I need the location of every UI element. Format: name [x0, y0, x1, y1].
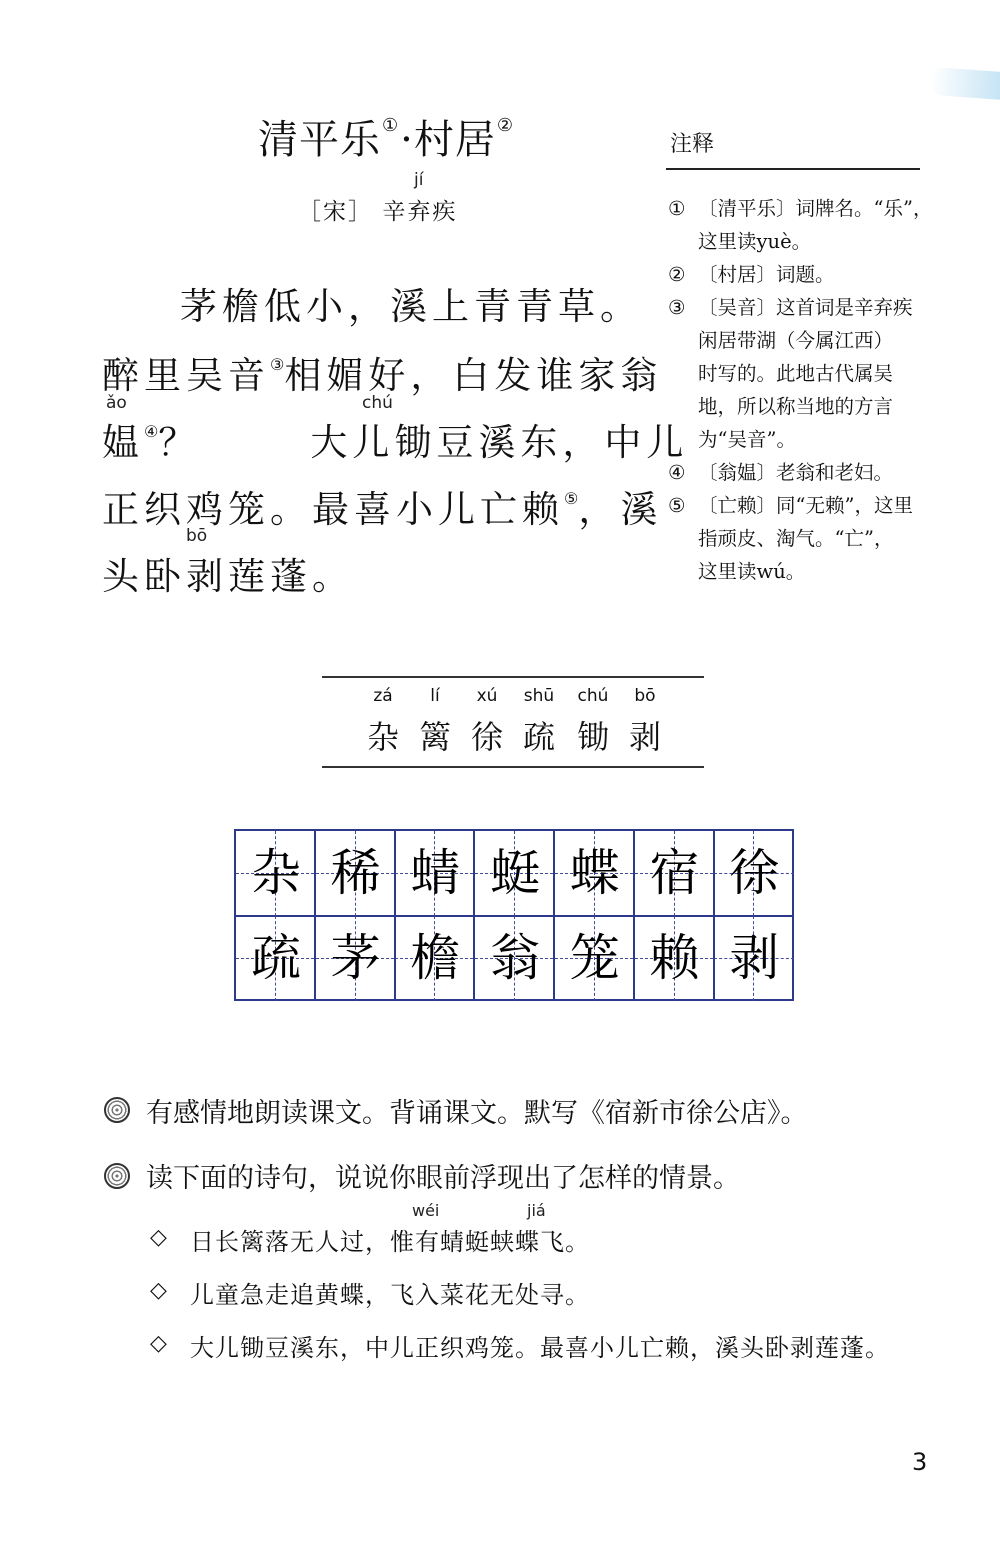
- grid-cell: [714, 831, 794, 916]
- grid-character: 杂: [251, 844, 301, 902]
- pinyin-ao: ǎo: [106, 393, 127, 413]
- grid-character: 疏: [251, 929, 301, 987]
- poem-line-3: 媪④？ 大儿锄豆溪东，中儿: [102, 421, 689, 464]
- exercise-2: 读下面的诗句，说说你眼前浮现出了怎样的情景。: [146, 1163, 740, 1194]
- poem-author: ［宋］ 辛弃疾: [298, 199, 458, 225]
- newchars-bottom-rule: [322, 766, 704, 768]
- grid-cell: [395, 831, 475, 916]
- exercise-icon: [104, 1097, 130, 1123]
- exercise-1: 有感情地朗读课文。背诵课文。默写《宿新市徐公店》。: [146, 1098, 808, 1129]
- grid-character: 蜓: [490, 844, 541, 902]
- bullet-icon: ◇: [150, 1278, 167, 1303]
- grid-character: 徐: [729, 844, 780, 902]
- pinyin-jia: jiá: [527, 1201, 546, 1220]
- grid-cell: [555, 916, 635, 1001]
- notes-heading: 注释: [670, 132, 715, 157]
- grid-cell: [395, 916, 475, 1001]
- grid-cell: [635, 831, 715, 916]
- grid-character: 剥: [729, 929, 780, 987]
- grid-cell: [714, 916, 794, 1001]
- poem-line-5: 头卧剥莲蓬。: [102, 555, 354, 598]
- new-char: bō 剥: [628, 686, 661, 756]
- grid-cell: [635, 916, 715, 1001]
- grid-character: 稀: [330, 844, 381, 902]
- grid-cell: [236, 831, 316, 916]
- page-number: 3: [912, 1448, 928, 1476]
- grid-character: 蝶: [569, 844, 620, 902]
- grid-cell: [555, 831, 635, 916]
- grid-cell: [475, 916, 555, 1001]
- author-pinyin: jí: [414, 170, 424, 190]
- writing-grid: [234, 829, 794, 1001]
- poem-line-1: 茅檐低小，溪上青青草。: [180, 285, 642, 328]
- poem-title: 清平乐①·村居②: [258, 115, 514, 163]
- grid-character: 茅: [330, 929, 381, 987]
- grid-cell: [475, 831, 555, 916]
- new-char: chú 锄: [576, 686, 609, 756]
- grid-character: 宿: [649, 844, 700, 902]
- grid-character: 赖: [649, 929, 700, 987]
- new-char: lí 篱: [418, 686, 451, 756]
- page-edge-mark: [929, 67, 1000, 101]
- pinyin-chu: chú: [362, 393, 393, 413]
- grid-character: 笼: [569, 929, 620, 987]
- bullet-icon: ◇: [150, 1225, 167, 1250]
- exercise-item-1: 日长篱落无人过，惟有蜻蜓蛱蝶飞。: [190, 1228, 590, 1256]
- grid-character: 檐: [410, 929, 461, 987]
- new-char: xú 徐: [470, 686, 503, 756]
- bullet-icon: ◇: [150, 1331, 167, 1356]
- new-char: shū 疏: [522, 686, 555, 756]
- exercise-item-3: 大儿锄豆溪东，中儿正织鸡笼。最喜小儿亡赖，溪头卧剥莲蓬。: [190, 1334, 890, 1362]
- grid-cell: [236, 916, 316, 1001]
- exercise-item-2: 儿童急走追黄蝶，飞入菜花无处寻。: [190, 1281, 590, 1309]
- notes-divider: [666, 168, 920, 170]
- poem-line-4: 正织鸡笼。最喜小儿亡赖⑤，溪: [102, 488, 663, 531]
- grid-character: 蜻: [410, 844, 461, 902]
- exercise-icon: [104, 1163, 130, 1189]
- grid-cell: [316, 916, 396, 1001]
- newchars-top-rule: [322, 676, 704, 678]
- poem-line-2: 醉里吴音③相媚好，白发谁家翁: [102, 354, 663, 397]
- pinyin-wei: wéi: [412, 1201, 440, 1220]
- pinyin-bo: bō: [186, 526, 208, 546]
- note-1: ① 〔清平乐〕词牌名。“乐”， 这里读yuè。 ② 〔村居〕词题。 ③ 〔吴音〕这首词是辛弃疾 闲居带湖（今属江西） 时写的。此地古代属吴 地，所以称当地的方言 为“吴音”。 ④ 〔翁媪〕老翁和老妇。 ⑤ 〔亡赖〕同“无赖”，这里 指顽皮、淘气。“亡”， 这里读wú。: [668, 197, 933, 583]
- grid-cell: [316, 831, 396, 916]
- new-char: zá 杂: [366, 686, 399, 756]
- grid-character: 翁: [490, 929, 541, 987]
